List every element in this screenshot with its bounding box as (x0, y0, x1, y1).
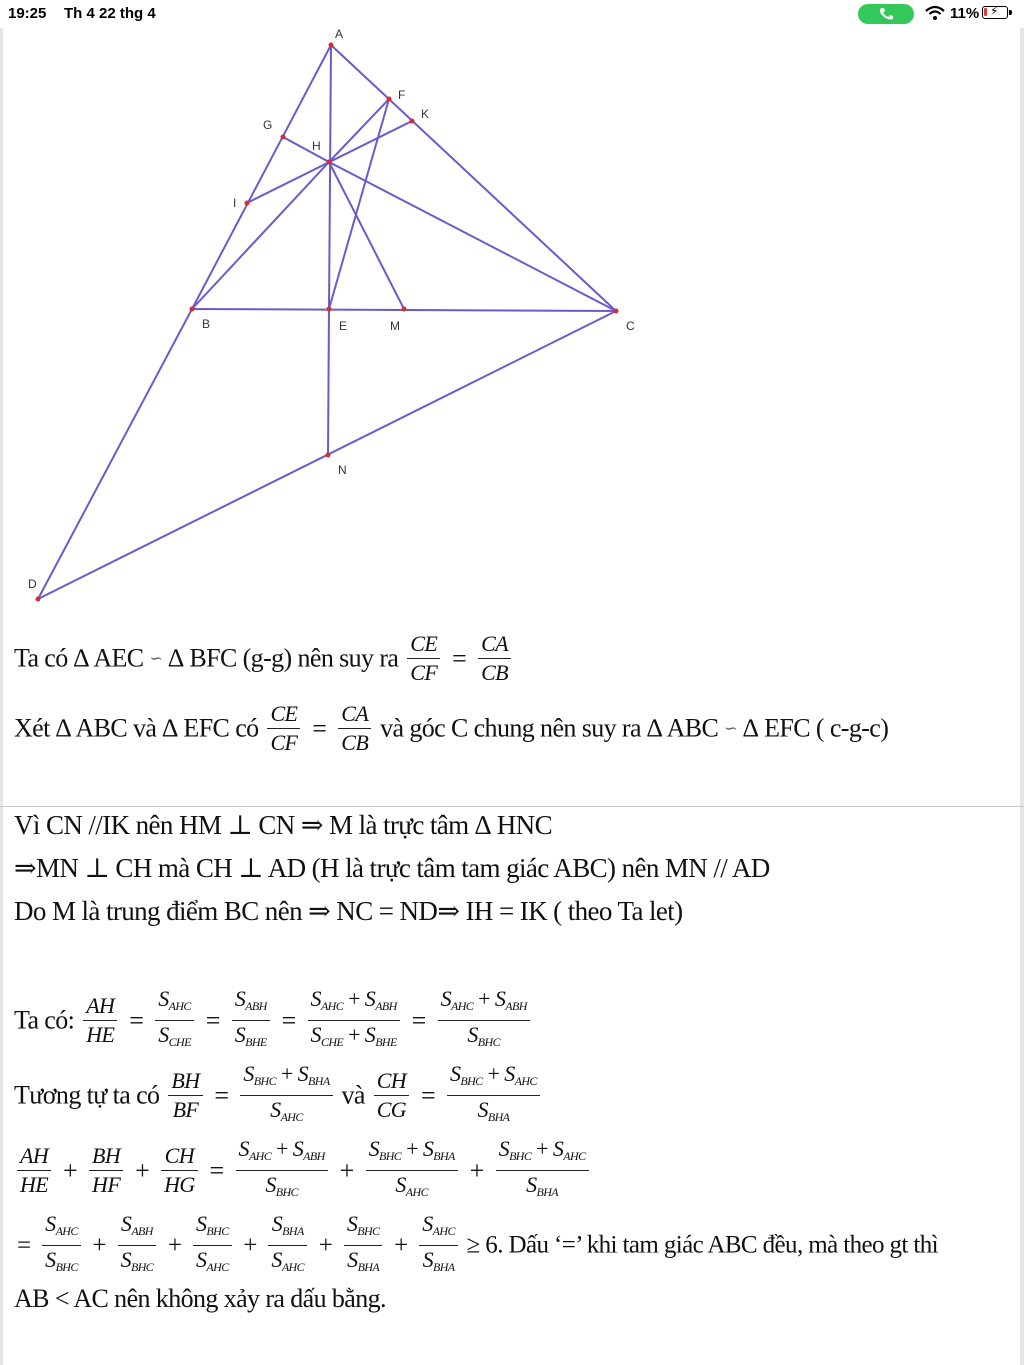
segment-AE (329, 45, 331, 309)
proof-line-1: Ta có ∆ AEC ∽ ∆ BFC (g-g) nên suy ra $\frac{CE}{CF}$ = $\frac{CA}{CB}$ (14, 630, 514, 687)
point-G (281, 135, 286, 140)
fraction: $\frac{CH}{HG}$ (161, 1142, 198, 1199)
fraction: $\frac{S_{BHC}}{S_{AHC}}$ (193, 1210, 232, 1281)
label-A: A (335, 27, 344, 41)
fraction: $\frac{CH}{CG}$ (374, 1067, 409, 1124)
fraction: $\frac{S_{AHC} + S_{ABH}}{S_{CHE} + S_{BHE}}$ (308, 985, 400, 1056)
label-B: B (202, 317, 211, 331)
point-E (327, 307, 332, 312)
point-H (327, 160, 332, 165)
battery-icon: ⚡ (982, 6, 1008, 19)
proof-line-4: ⇒MN ⊥ CH mà CH ⊥ AD (H là trực tâm tam giác ABC) nên MN // AD (14, 853, 770, 883)
label-M: M (390, 319, 400, 333)
geometry-figure (0, 20, 680, 620)
fraction: $\frac{S_{ABH}}{S_{BHE}}$ (232, 985, 270, 1056)
label-N: N (338, 463, 347, 477)
fraction: $\frac{BH}{BF}$ (168, 1067, 202, 1124)
fraction: $\frac{S_{BHC} + S_{BHA}}{S_{AHC}}$ (240, 1060, 332, 1131)
point-K (410, 119, 415, 124)
fraction: $\frac{S_{ABH}}{S_{BHC}}$ (118, 1210, 157, 1281)
segment-EN (328, 309, 329, 455)
point-F (387, 97, 392, 102)
segment-HC (329, 162, 616, 311)
label-F: F (398, 88, 406, 102)
point-A (329, 43, 334, 48)
fraction: $\frac{S_{BHC} + S_{AHC}}{S_{BHA}}$ (447, 1060, 540, 1131)
segment-BD (38, 309, 192, 599)
proof-line-2: Xét ∆ ABC và ∆ EFC có $\frac{CE}{CF}$ = $\frac{CA}{CB}$ và góc C chung nên suy ra ∆ ABC ∽ ∆ EFC ( c-g-c) (14, 701, 889, 755)
fraction: $\frac{S_{AHC}}{S_{BHA}}$ (419, 1210, 458, 1281)
segment-AB (192, 45, 331, 309)
segment-HM (329, 162, 404, 309)
fraction: $\frac{AH}{HE}$ (17, 1142, 51, 1199)
fraction: $\frac{S_{AHC} + S_{ABH}}{S_{BHC}}$ (438, 985, 530, 1056)
label-K: K (421, 107, 430, 121)
fraction: $\frac{S_{BHC} + S_{AHC}}{S_{BHA}}$ (496, 1135, 589, 1206)
fraction: $\frac{BH}{HF}$ (89, 1142, 123, 1199)
point-M (402, 307, 407, 312)
point-I (245, 201, 250, 206)
active-call-pill[interactable] (858, 4, 914, 24)
status-date: Th 4 22 thg 4 (64, 5, 156, 22)
proof-line-9: = $\frac{S_{AHC}}{S_{BHC}}$ + $\frac{S_{ABH}}{S_{BHC}}$ + $\frac{S_{BHC}}{S_{AHC}}$ + $\frac{S_{BHA}}{S_{AHC}}$ + $\frac{S_{BHC}}{S_{BHA}}$ + $\frac{S_{AHC}}{S_{BHA}}$ ≥ 6. Dấu ‘=’ khi tam giác ABC đều, mà theo gt thì (14, 1210, 938, 1281)
segment-BH (192, 162, 329, 309)
fraction: $\frac{S_{AHC}}{S_{CHE}}$ (155, 985, 194, 1056)
proof-line-10: AB < AC nên không xảy ra dấu bằng. (14, 1284, 386, 1313)
fraction: $\frac{S_{BHA}}{S_{AHC}}$ (268, 1210, 307, 1281)
point-N (326, 453, 331, 458)
fraction: $\frac{S_{AHC}}{S_{BHC}}$ (42, 1210, 81, 1281)
fraction-ce-cf: $\frac{CE}{CF}$ (407, 630, 440, 687)
proof-line-7: Tương tự ta có $\frac{BH}{BF}$ = $\frac{S_{BHC} + S_{BHA}}{S_{AHC}}$ và $\frac{CH}{CG}$ = $\frac{S_{BHC} + S_{AHC}}{S_{BHA}}$ (14, 1060, 543, 1131)
fraction-ca-cb: $\frac{CA}{CB}$ (338, 700, 371, 757)
fraction: $\frac{S_{BHC} + S_{BHA}}{S_{AHC}}$ (366, 1135, 458, 1206)
proof-line-5: Do M là trung điểm BC nên ⇒ NC = ND⇒ IH = IK ( theo Ta let) (14, 896, 683, 926)
battery-percent: 11% (950, 5, 980, 22)
label-D: D (28, 577, 37, 591)
label-C: C (626, 319, 635, 333)
label-G: G (263, 118, 273, 132)
proof-line-8: $\frac{AH}{HE}$ + $\frac{BH}{HF}$ + $\frac{CH}{HG}$ = $\frac{S_{AHC} + S_{ABH}}{S_{BHC}}$ + $\frac{S_{BHC} + S_{BHA}}{S_{AHC}}$ + $\frac{S_{BHC} + S_{AHC}}{S_{BHA}}$ (14, 1135, 592, 1206)
label-I: I (233, 196, 237, 210)
fraction: $\frac{AH}{HE}$ (83, 992, 117, 1049)
wifi-icon (925, 5, 945, 21)
point-B (190, 307, 195, 312)
segment-AC (331, 45, 616, 311)
point-C (614, 309, 619, 314)
segment-GH (283, 137, 329, 162)
fraction-ca-cb: $\frac{CA}{CB}$ (478, 630, 511, 687)
fraction: $\frac{S_{AHC} + S_{ABH}}{S_{BHC}}$ (236, 1135, 328, 1206)
fraction: $\frac{S_{BHC}}{S_{BHA}}$ (344, 1210, 383, 1281)
fraction-ce-cf: $\frac{CE}{CF}$ (267, 700, 300, 757)
point-D (36, 597, 41, 602)
section-divider (0, 806, 1024, 807)
right-edge (1020, 28, 1024, 1365)
label-H: H (312, 139, 321, 153)
phone-icon (878, 7, 894, 21)
proof-line-6: Ta có: $\frac{AH}{HE}$ = $\frac{S_{AHC}}{S_{CHE}}$ = $\frac{S_{ABH}}{S_{BHE}}$ = $\frac{S_{AHC} + S_{ABH}}{S_{CHE} + S_{BHE}}$ = $\frac{S_{AHC} + S_{ABH}}{S_{BHC}}$ (14, 985, 533, 1056)
status-time: 19:25 (8, 5, 47, 22)
label-E: E (339, 319, 348, 333)
proof-line-3: Vì CN //IK nên HM ⊥ CN ⇒ M là trực tâm ∆ HNC (14, 810, 552, 840)
